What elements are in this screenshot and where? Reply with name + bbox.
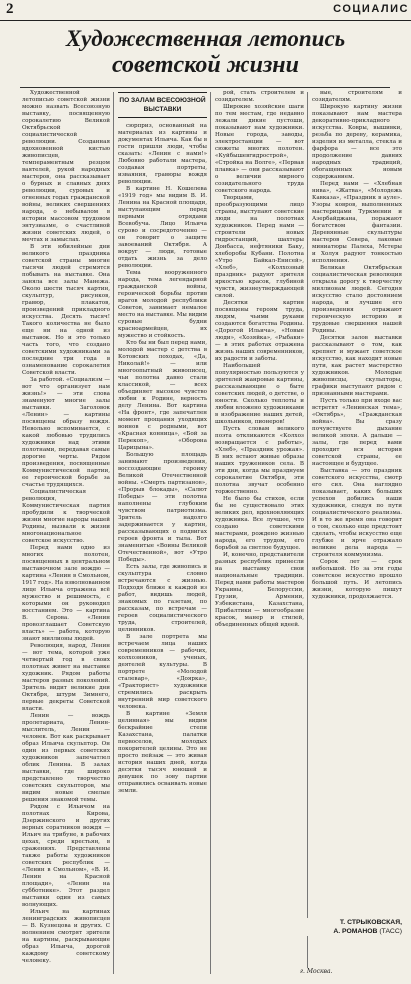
paragraph: сюрприз, основанный на материалах из картины и документах Ильича. Как бы в гости пришли люди, чтобы сказать: «Ленин с нами!» Любовно работали мастера, создавая портреты, изваяния, гравюры вождя революции.	[118, 123, 207, 185]
paragraph: В картине Н. Кошелева «1919 год» мы видим В. И. Ленина на Красной площади, выступающим перед первыми отрядами Всевобуча. Лицо Ильича сурово и сосредоточенно — он говорит о защите завоеваний Октября. А вокруг — люди, готовые отдать жизнь за дело революции.	[118, 186, 207, 269]
paragraph: Художественной летописью советской жизни можно назвать Всесоюзную выставку, посвященную сорокалетию Великой Октябрьской социалистической революции. Созданная вдохновенной кистью живописцев, темпераментным резцом ваятелей, рукой народных мастеров, она рассказывает о бурных и славных днях революции, суровых и огненных годах гражданской войны, великих свершениях народа, о небывалом в истории массовом трудовом энтузиазме, о счастливой жизни советских людей, о мечтах и замыслах.	[22, 90, 110, 243]
paragraph: В эти юбилейные дни великого праздника советской страны многие тысячи людей стремятся побывать на выставке. Она заняла все залы Манежа. Около шести тысяч картин, скульптур, рисунков, гравюр, плакатов, произведений прикладного искусства. Десять тысяч! Такого количества не было еще ни на одной из выставок. Но и это только часть того, что создано советскими художниками за последние три года в ознаменование сорокалетия Советской власти.	[22, 244, 110, 376]
column-3	[215, 90, 304, 978]
paragraph: Революция, народ, Ленин — вот тема, которой уже четвертый год в своих полотнах живет на выставке художник. Рядом работы мастеров разных поколений. Зритель видит великие дни Октября, штурм Зимнего, первые декреты Советской власти.	[22, 643, 110, 712]
paragraph: Ленин — вождь пролетариата, Ленин-мыслитель, Ленин — человек. Вот как раскрывает образ Ильича скульптор. Он один из первых советских художников запечатлел облик Ленина. В залах выставки, где широко представлено творчество советских скульпторов, мы видим новые смелые решения знакомой темы.	[22, 713, 110, 803]
paragraph: Широкие хозяйские шаги по тем местам, где недавно лежали дикие пустоши, показывают нам художники. Новые города, заводы, электростанции — вот сюжеты многих полотен. «Куйбышевгидрострой», «Стройка на Волге», «Первая плавка» — они рассказывают о величии мирного созидательного труда советского народа.	[215, 104, 304, 194]
paragraph: Перед нами одно из многих полотен, посвященных в центральном выставочном зале вождю — картина «Ленин в Смольном, 1917 год». На взволнованном лице Ильича отражена всё мужество и решимость, с которыми он руководил восстанием. Это — картина В. Серова. «Ленин провозглашает Советскую власть» — работа, которую знают миллионы людей.	[22, 545, 110, 642]
page-number: 2	[6, 1, 14, 17]
author-2: А. РОМАНОВ (ТАСС)	[333, 928, 402, 935]
paragraph: В картине «Земля целинная» мы видим бескрайние степи Казахстана, палатки первоселов, молодых покорителей целины. Это не просто пейзаж — это живая история наших дней, когда десятки тысяч юношей и девушек по зову партии отправились осваивать новые земли.	[118, 711, 207, 794]
column-2	[118, 90, 207, 978]
page-header	[0, 0, 411, 21]
headline-line-2: советской жизни	[112, 52, 299, 78]
paragraph: И, конечно, представители разных республик принесли на выставку свои национальные традиции. Перед нами работы мастеров Украины, Белоруссии, Грузии, Армении, Узбекистана, Казахстана, Прибалтики — многообразие красок, манер и стилей, объединенных общей идеей.	[215, 552, 304, 628]
paragraph: Перед нами — «Хлебная нива», «Жатва», «Молодежь Кавказа», «Праздник в ауле». Узоры ковров, выполненных мастерицами Туркмении и Азербайджана, поражают богатством фантазии. Деревянные скульптуры мастеров Севера, лаковые миниатюры Палеха, Мстеры и Холуя радуют тонкостью исполнения.	[312, 181, 402, 264]
headline-line-1: Художественная летопись	[65, 26, 346, 51]
paragraph: Не было бы стихов, если бы не существовало этих великих дел, вдохновляющих художника. Все лучшее, что создано советскими мастерами, рождено жизнью народа, его трудом, его борьбой за светлое будущее.	[215, 496, 304, 551]
paragraph: В зале портрета мы встречаем лица наших современников — рабочих, колхозников, ученых, деятелей культуры. В портрете «Молодой сталевар», «Доярка», «Тракторист» художники стремились раскрыть внутренний мир советского человека.	[118, 634, 207, 710]
paragraph: Есть залы, где живопись и скульптура словно встречаются с жизнью. Подходя ближе к каждой из работ, видишь людей, знакомых по газетам, по рассказам, по встречам — героев социалистического труда, строителей, целинников.	[118, 564, 207, 633]
signature-block	[282, 918, 402, 936]
rubric-box	[118, 92, 207, 118]
headline-rule	[20, 87, 390, 88]
column-1	[22, 90, 110, 978]
paragraph: Социалистическая революция, Коммунистическая партия пробудили к творческой жизни многие народы нашей Родины, вызвали к жизни многонациональное советское искусство.	[22, 489, 110, 544]
paragraph: Ильич на картинах ленинградских живописцев — В. Кузнецова и других. С волнением смотрят зрители на картины, раскрывающие образ Ильича, дорогой каждому советскому человеку.	[22, 909, 110, 964]
paragraph: Пусть только при входе вас встретят «Ленинская тема», «Октябрь», «Гражданская война». Вы сразу почувствуете дыхание великой эпохи. А дальше — залы, где перед вами проходит вся история советской страны, ее настоящее и будущее.	[312, 398, 402, 467]
dateline-place: г. Москва.	[300, 968, 333, 975]
rubric-line-1: ПО ЗАЛАМ ВСЕСОЮЗНОЙ	[119, 97, 206, 104]
paragraph: Великая Октябрьская социалистическая революция открыла дорогу к творчеству миллионам людей. Сегодня искусство стало достоянием народа, и лучшие его произведения отражают героическую историю и трудовые свершения нашей Родины.	[312, 265, 402, 334]
rubric-line-2: ВЫСТАВКИ	[143, 106, 182, 113]
paragraph: Широкую картину жизни показывают нам мастера декоративно-прикладного искусства. Ковры, вышивки, резьба по дереву, керамика, изделия из металла, стекла и фарфора — все это продолжение давних народных традиций, обогащенных новым содержанием.	[312, 104, 402, 180]
column-4	[312, 90, 402, 978]
paragraph: Десятки залов выставки рассказывают о том, как крепнет и мужает советское искусство, как находит новые пути, как растет мастерство художников. Молодые живописцы, скульпторы, графики выступают рядом с признанными мастерами.	[312, 335, 402, 397]
paragraph: рой, стать строителем и созидателем.	[215, 90, 304, 103]
newspaper-name: СОЦИАЛИС	[333, 3, 409, 15]
paragraph: Кто бы ни был перед нами, молодой мастер с детства в Котовских походах, «Да, Николай!» — или многоопытный живописец, чьи полотна давно стали классикой, — всех объединяет высокое чувство любви к Родине, верность делу Ленина. Вот картина «На фронт», где запечатлен момент прощания уходящих воинов с родными, вот «Красная конница», «Бой за Перекоп», «Оборона Царицына».	[118, 340, 207, 451]
author-1: Т. СТРЫКОВСКАЯ,	[339, 919, 402, 926]
article-body	[22, 90, 402, 978]
paragraph: Творцами, преобразующими лицо страны, выступают советские люди на полотнах художников. Перед нами — строители новых гидростанций, шахтеры Донбасса, нефтяники Баку, хлеборобы Кубани. Полотна «Утро Байкал-Енисей», «Хлеб», «Колхозный праздник» радуют зрителя яркостью красок, глубиной чувств, жизнеутверждающей силой.	[215, 195, 304, 299]
paragraph: Выставка — это праздник советского искусства, смотр его сил. Она наглядно показывает, каких больших успехов добились наши художники, следуя по пути социалистического реализма. И в то же время она говорит о том, сколько еще предстоит сделать, чтобы искусство еще глубже и ярче отражало великие дела народа — строителя коммунизма.	[312, 468, 402, 558]
paragraph: Наибольшей популярностью пользуются у зрителей жанровые картины, рассказывающие о быте советских людей, о детстве, о юности. Сколько теплоты и любви вложено художниками в изображение наших детей, школьников, пионеров!	[215, 363, 304, 425]
paragraph: Десятки картин посвящены героям труда, людям, чьими руками создаются богатства Родины. «Дорогой Ильича», «Новые люди», «Хозяйка», «Рыбаки» — в этих работах отражена жизнь наших современников, их радости и заботы.	[215, 300, 304, 362]
article-headline	[0, 26, 411, 78]
paragraph: Большую площадь занимают произведения, воссоздающие героику Великой Отечественной войны. «Смерть партизанов», «Прорыв блокады», «Салют Победы» — эти полотна наполнены глубоким чувством патриотизма. Зритель надолго задерживается у картин, рассказывающих о подвигах героев фронта и тыла. Вот знаменитые «Воины Великой Отечественной», вот «Утро Победы».	[118, 452, 207, 563]
paragraph: Сорок лет — срок небольшой. Но за эти годы советское искусство прошло большой путь. И летопись жизни, которую пишут художники, продолжается.	[312, 559, 402, 600]
paragraph: вые, строителям и созидателям.	[312, 90, 402, 103]
paragraph: Тема вооруженного народа, тема легендарной гражданской войны, героической борьбы против врагов молодой республики Советов, занимает немалое место на выставке. Мы видим суровые будни красноармейцев, их мужество и стойкость.	[118, 270, 207, 339]
paragraph: Пусть словам великого поэта откликаются «Колхоз возвращается с работы», «Хлеб», «Праздник урожая». В них встают живые образы наших тружеников села. В эти дни, когда мы празднуем сорокалетие Октября, эти полотна звучат особенно торжественно.	[215, 426, 304, 495]
agency: (ТАСС)	[379, 928, 402, 935]
paragraph: За работой. «Социализм — вот что организует нам жизнь!» — эти слова знаменуют многие залы выставки. Заголовок «Ленин» — картины посвящены образу вождя. Невольно вспоминается, с какой любовью трудились художники над этими полотнами, передавая самые дорогие черты. Рядом произведения, посвященные Коммунистической партии, ее героической борьбе за счастье трудящихся.	[22, 377, 110, 488]
paragraph: Рядом с Ильичом на полотнах Кирова, Дзержинского и других верных соратников вождя — Ильич на трибуне, в рабочих цехах, среди крестьян, в сражениях. Представлены также работы художников советских республик — «Ленин в Смольном», «В. И. Ленин на Красной площади», «Ленин на субботнике». Этот раздел выставки один из самых волнующих.	[22, 804, 110, 908]
